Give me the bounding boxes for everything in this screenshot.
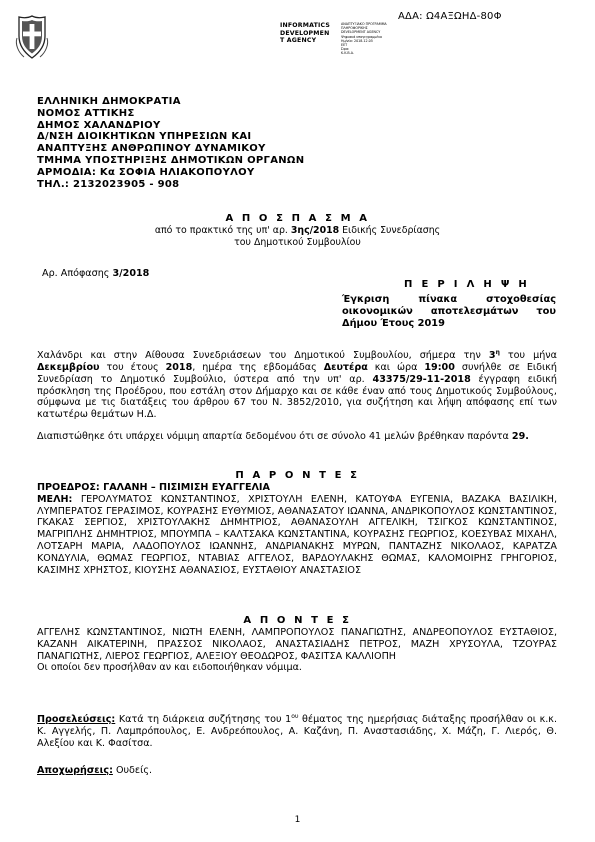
- members-paragraph: [37, 494, 557, 577]
- signature-line: Κ.Κ.Β.Α.: [341, 51, 355, 56]
- arrivals-label: Προσελεύσεις:: [37, 714, 116, 726]
- meeting-weekday: Δευτέρα: [323, 361, 368, 373]
- present-count: 29: [511, 431, 526, 442]
- session-number: 3ης/2018: [290, 225, 340, 236]
- decision-number: [42, 268, 149, 279]
- meeting-year: 2018: [165, 361, 193, 373]
- subtitle-text: Ειδικής Συνεδρίασης: [339, 225, 441, 236]
- header-line: ΑΝΑΠΤΥΞΗΣ ΑΝΘΡΩΠΙΝΟΥ ΔΥΝΑΜΙΚΟΥ: [37, 143, 266, 155]
- absent-note: Οι οποίοι δεν προσήλθαν αν και ειδοποιήθηκαν νόμιμα.: [37, 662, 302, 674]
- intro-text: του μήνα: [499, 350, 557, 362]
- signature-line: ΑΝΑΠΤΥΞΙΑΚΟ ΠΡΟΓΡΑΜΜΑ: [341, 22, 387, 26]
- arrivals-text: θέματος της ημερήσιας διάταξης προσήλθαν οι κ.κ. Κ. Αγγελής, Π. Λαμπρόπουλος, Ε. Ανδρεόπουλος, Α. Καζάνη, Π. Αναστασιάδης, Χ. Μάζη, Γ. Λιερός, Θ. Αλεξίου και Κ. Φασίτσα.: [37, 714, 558, 749]
- ordinal-suffix: ου: [291, 713, 299, 720]
- header-line: ΑΡΜΟΔΙΑ: Κα ΣΟΦΙΑ ΗΛΙΑΚΟΠΟΥΛΟΥ: [37, 166, 255, 178]
- header-line: ΤΗΛ.: 2132023905 - 908: [37, 178, 180, 190]
- quorum-end: .: [525, 431, 529, 442]
- quorum-text: Διαπιστώθηκε ότι υπάρχει νόμιμη απαρτία δεδομένου ότι σε σύνολο 41 μελών βρέθηκαν παρόντα: [37, 431, 512, 442]
- ida-logo: [280, 22, 330, 45]
- greek-coat-of-arms-icon: [14, 14, 50, 60]
- absent-list: [37, 627, 557, 674]
- header-line: ΤΜΗΜΑ ΥΠΟΣΤΗΡΙΞΗΣ ΔΗΜΟΤΙΚΩΝ ΟΡΓΑΝΩΝ: [37, 154, 305, 166]
- members-label: ΜΕΛΗ:: [37, 493, 73, 505]
- decision-label: Αρ. Απόφασης: [42, 268, 113, 279]
- ordinal-suffix: η: [495, 349, 500, 356]
- present-heading: Π Α Ρ Ο Ν Τ Ε Σ: [235, 470, 360, 481]
- header-line: ΔΗΜΟΣ ΧΑΛΑΝΔΡΙΟΥ: [37, 119, 161, 131]
- summary-text: Έγκριση πίνακα στοχοθεσίας οικονομικών αποτελεσμάτων του Δήμου Έτους 2019: [342, 294, 556, 329]
- ida-logo-line: DEVELOPMEN: [280, 29, 330, 37]
- document-subtitle-line2: του Δημοτικού Συμβουλίου: [234, 237, 361, 248]
- document-subtitle: [0, 225, 595, 236]
- meeting-day: 3: [488, 350, 496, 362]
- intro-text: , ημέρα της εβδομάδας: [192, 361, 324, 373]
- intro-paragraph: [37, 347, 557, 421]
- departures-label: Αποχωρήσεις:: [37, 765, 113, 776]
- signature-line: Ψηφιακά υπογεγραμμένο: [341, 34, 383, 39]
- digital-signature-block: [341, 22, 387, 56]
- ada-code: ΑΔΑ: Ω4ΑΞΩΗΔ-80Φ: [398, 11, 502, 22]
- arrivals-text: Κατά τη διάρκεια συζήτησης του 1: [115, 714, 292, 726]
- header-line: ΕΛΛΗΝΙΚΗ ΔΗΜΟΚΡΑΤΙΑ: [37, 96, 181, 107]
- ida-logo-line: INFORMATICS: [280, 22, 331, 29]
- quorum-paragraph: [37, 431, 557, 443]
- page-number: 1: [294, 815, 301, 825]
- signature-line: Ώρα:: [341, 47, 350, 52]
- departures-text: Ουδείς.: [112, 765, 153, 776]
- members-list: ΓΕΡΟΛΥΜΑΤΟΣ ΚΩΝΣΤΑΝΤΙΝΟΣ, ΧΡΙΣΤΟΥΛΗ ΕΛΕΝΗ, ΚΑΤΟΥΦΑ ΕΥΓΕΝΙΑ, ΒΑΖΑΚΑ ΒΑΣΙΛΙΚΗ, ΛΥΜΠΕΡΑΤΟΣ ΓΕΡΑΣΙΜΟΣ, ΚΟΥΡΑΣΗΣ ΕΥΘΥΜΙΟΣ, ΑΘΑΝΑΣΑΤΟΥ ΙΩΑΝΝΑ, ΑΝΔΡΙΚΟΠΟΥΛΟΣ ΚΩΝΣΤΑΝΤΙΝΟΣ, ΓΚΑΚΑΣ ΣΕΡΓΙΟΣ, ΧΡΙΣΤΟΥΛΑΚΗΣ ΔΗΜΗΤΡΙΟΣ, ΑΘΑΝΑΣΟΥΛΗ ΑΓΓΕΛΙΚΗ, ΤΣΙΓΚΟΣ ΚΩΝΣΤΑΝΤΙΝΟΣ, ΜΑΓΡΙΠΛΗΣ ΔΗΜΗΤΡΙΟΣ, ΜΠΟΥΜΠΑ – ΚΑΛΤΣΑΚΑ ΚΩΝΣΤΑΝΤΙΝΑ, ΚΟΥΡΑΣΗΣ ΓΕΩΡΓΙΟΣ, ΚΟΕΣΥΒΑΣ ΜΙΧΑΗΛ, ΛΟΤΣΑΡΗ ΜΑΡΙΑ, ΛΑΔΟΠΟΥΛΟΣ ΙΩΑΝΝΗΣ, ΑΝΔΡΙΑΝΑΚΗΣ ΜΥΡΩΝ, ΠΑΝΤΑΖΗΣ ΝΙΚΟΛΑΟΣ, ΚΑΡΑΤΖΑ ΚΟΝΔΥΛΙΑ, ΘΩΜΑΣ ΓΕΩΡΓΙΟΣ, ΝΤΑΒΙΑΣ ΑΓΓΕΛΟΣ, ΒΑΡΔΟΥΛΑΚΗΣ ΘΩΜΑΣ, ΚΑΛΟΜΟΙΡΗΣ ΓΡΗΓΟΡΙΟΣ, ΚΑΣΙΜΗΣ ΧΡΗΣΤΟΣ, ΚΙΟΥΣΗΣ ΑΘΑΝΑΣΙΟΣ, ΕΥΣΤΑΘΙΟΥ ΑΝΑΣΤΑΣΙΟΣ: [37, 493, 557, 576]
- departures-paragraph: [37, 765, 557, 777]
- signature-line: DEVELOPMENT AGENCY: [341, 30, 381, 35]
- protocol-number: 43375/29-11-2018: [372, 373, 471, 385]
- intro-text: του έτους: [99, 361, 166, 373]
- header-line: ΝΟΜΟΣ ΑΤΤΙΚΗΣ: [37, 107, 135, 119]
- absent-heading: Α Π Ο Ν Τ Ε Σ: [243, 615, 352, 626]
- intro-text: και ώρα: [367, 361, 425, 373]
- subtitle-text: από το πρακτικό της υπ' αρ.: [154, 225, 291, 236]
- intro-text: συνήλθε σε Ειδική Συνεδρίαση το Δημοτικό Συμβούλιο, ύστερα από την υπ' αρ.: [37, 361, 557, 385]
- signature-line: ΕΕΤ: [341, 43, 348, 48]
- present-list: [37, 482, 557, 576]
- document-title: Α Π Ο Σ Π Α Σ Μ Α: [225, 213, 370, 224]
- authority-header: [37, 96, 304, 190]
- header-line: Δ/ΝΣΗ ΔΙΟΙΚΗΤΙΚΩΝ ΥΠΗΡΕΣΙΩΝ ΚΑΙ: [37, 131, 252, 143]
- decision-value: 3/2018: [112, 268, 150, 279]
- summary-title: Π Ε Ρ Ι Λ Η Ψ Η: [404, 279, 530, 290]
- meeting-month: Δεκεμβρίου: [37, 361, 100, 373]
- ida-logo-line: T AGENCY: [280, 37, 317, 45]
- meeting-hour: 19:00: [424, 361, 455, 373]
- signature-line: Ημ/νία: 2018.12.05: [341, 38, 373, 43]
- intro-text: Χαλάνδρι και στην Αίθουσα Συνεδριάσεων του Δημοτικού Συμβουλίου, σήμερα την: [37, 350, 489, 362]
- arrivals-paragraph: [37, 711, 557, 750]
- absent-members: ΑΓΓΕΛΗΣ ΚΩΝΣΤΑΝΤΙΝΟΣ, ΝΙΩΤΗ ΕΛΕΝΗ, ΛΑΜΠΡΟΠΟΥΛΟΣ ΠΑΝΑΓΙΩΤΗΣ, ΑΝΔΡΕΟΠΟΥΛΟΣ ΕΥΣΤΑΘΙΟΣ, ΚΑΖΑΝΗ ΑΙΚΑΤΕΡΙΝΗ, ΠΡΑΣΣΟΣ ΝΙΚΟΛΑΟΣ, ΑΝΑΣΤΑΣΙΑΔΗΣ ΠΕΤΡΟΣ, ΜΑΖΗ ΧΡΥΣΟΥΛΑ, ΤΖΟΥΡΑΣ ΠΑΝΑΓΙΩΤΗΣ, ΛΙΕΡΟΣ ΓΕΩΡΓΙΟΣ, ΑΛΕΞΙΟΥ ΘΕΟΔΩΡΟΣ, ΦΑΣΙΤΣΑ ΚΑΛΛΙΟΠΗ: [37, 627, 557, 662]
- intro-text: έγγραφη ειδική πρόσκληση της Προέδρου, που εστάλη στον Δήμαρχο και σε κάθε έναν από τους Δημοτικούς Συμβούλους, σύμφωνα με τις διατάξεις του άρθρου 67 του Ν. 3852/2010, για συζήτηση και λήψη απόφασης επί των κατωτέρω θεμάτων Η.Δ.: [37, 373, 557, 421]
- chair-line: ΠΡΟΕΔΡΟΣ: ΓΑΛΑΝΗ – ΠΙΣΙΜΙΣΗ ΕΥΑΓΓΕΛΙΑ: [37, 482, 270, 493]
- signature-line: ΠΛΗΡΟΦΟΡΙΚΗΣ: [341, 26, 368, 31]
